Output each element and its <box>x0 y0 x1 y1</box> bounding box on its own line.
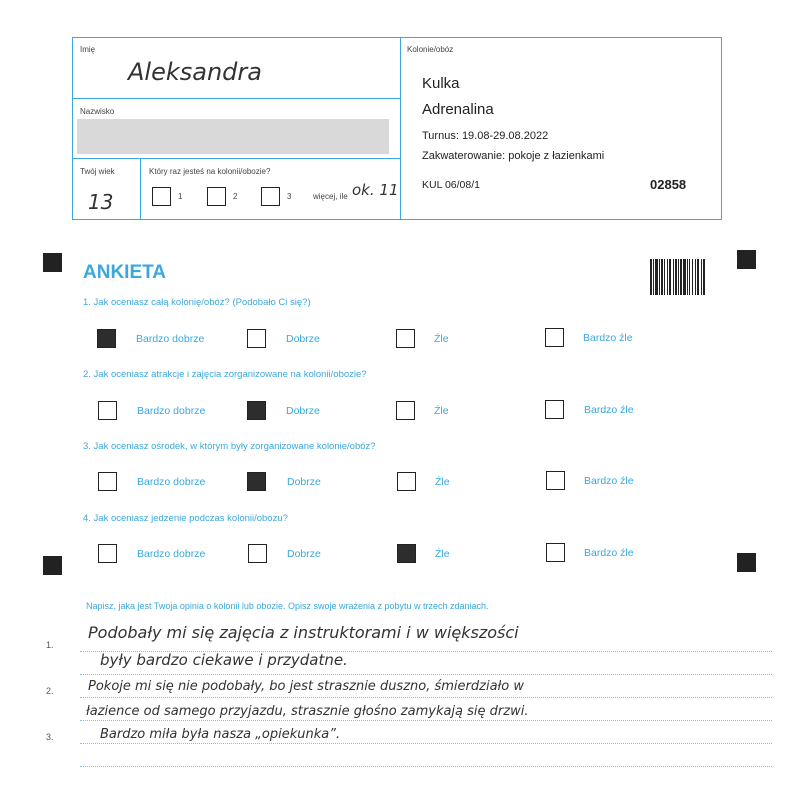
camp-code: KUL 06/08/1 <box>422 179 480 191</box>
row-divider <box>72 98 400 99</box>
option-label: Bardzo źle <box>584 404 634 416</box>
handwritten-answer[interactable]: Bardzo miła była nasza „opiekunka”. <box>100 727 341 742</box>
option-label: Bardzo źle <box>584 547 634 559</box>
visit-option-label: 1 <box>178 192 183 201</box>
handwritten-answer[interactable]: łazience od samego przyjazdu, strasznie głośno zamykają się drzwi. <box>86 704 529 719</box>
surname-redacted <box>77 119 389 154</box>
handwritten-answer[interactable]: Pokoje mi się nie podobały, bo jest strasznie duszno, śmierdziało w <box>88 679 524 694</box>
answer-line <box>80 720 772 721</box>
option-label: Bardzo dobrze <box>137 476 206 488</box>
option-label: Dobrze <box>286 405 320 417</box>
q1-option-very-good[interactable] <box>97 329 116 348</box>
option-label: Bardzo dobrze <box>137 548 206 560</box>
header-divider <box>400 37 401 220</box>
camp-name: Kulka <box>422 75 460 92</box>
form-number: 02858 <box>650 177 687 192</box>
handwritten-answer[interactable]: były bardzo ciekawe i przydatne. <box>100 651 348 669</box>
option-label: Źle <box>435 548 450 560</box>
q1-option-bad[interactable] <box>396 329 415 348</box>
option-label: Bardzo źle <box>583 332 633 344</box>
answer-line <box>80 697 772 698</box>
accommodation: Zakwaterowanie: pokoje z łazienkami <box>422 150 605 162</box>
answer-line <box>80 766 772 767</box>
cell-divider <box>140 158 141 220</box>
line-number: 2. <box>46 686 54 696</box>
q4-option-very-good[interactable] <box>98 544 117 563</box>
option-label: Dobrze <box>287 476 321 488</box>
question-4: 4. Jak oceniasz jedzenie podczas kolonii/obozu? <box>83 513 288 524</box>
visits-question: Który raz jesteś na kolonii/obozie? <box>149 167 271 176</box>
more-label: więcej, ile <box>313 192 348 201</box>
visit-checkbox-3[interactable] <box>261 187 280 206</box>
registration-marker <box>43 253 62 272</box>
option-label: Dobrze <box>286 333 320 345</box>
question-3: 3. Jak oceniasz ośrodek, w którym były zorganizowane kolonie/obóz? <box>83 441 376 452</box>
age-label: Twój wiek <box>80 167 115 176</box>
q3-option-good[interactable] <box>247 472 266 491</box>
q2-option-bad[interactable] <box>396 401 415 420</box>
row-divider <box>72 158 400 159</box>
q1-option-good[interactable] <box>247 329 266 348</box>
q3-option-bad[interactable] <box>397 472 416 491</box>
visit-checkbox-1[interactable] <box>152 187 171 206</box>
answer-line <box>80 674 772 675</box>
option-label: Bardzo dobrze <box>136 333 205 345</box>
barcode <box>650 259 706 295</box>
q4-option-good[interactable] <box>248 544 267 563</box>
q2-option-very-good[interactable] <box>98 401 117 420</box>
option-label: Źle <box>435 476 450 488</box>
camp-subtitle: Adrenalina <box>422 101 494 118</box>
registration-marker <box>737 553 756 572</box>
q3-option-very-bad[interactable] <box>546 471 565 490</box>
surname-label: Nazwisko <box>80 107 115 116</box>
line-number: 3. <box>46 732 54 742</box>
option-label: Bardzo źle <box>584 475 634 487</box>
visit-option-label: 3 <box>287 192 292 201</box>
opinion-prompt: Napisz, jaka jest Twoja opinia o kolonii lub obozie. Opisz swoje wrażenia z pobytu w trzech zdaniach. <box>86 601 489 611</box>
camp-label: Kolonie/obóz <box>407 45 454 54</box>
more-value[interactable]: ok. 11 <box>352 181 399 199</box>
visit-option-label: 2 <box>233 192 238 201</box>
line-number: 1. <box>46 640 54 650</box>
answer-line <box>80 743 772 744</box>
q3-option-very-good[interactable] <box>98 472 117 491</box>
question-1: 1. Jak oceniasz całą kolonię/obóz? (Podobało Ci się?) <box>83 297 311 308</box>
q4-option-very-bad[interactable] <box>546 543 565 562</box>
handwritten-answer[interactable]: Podobały mi się zajęcia z instruktorami i w większości <box>88 623 519 642</box>
q2-option-good[interactable] <box>247 401 266 420</box>
first-name-value[interactable]: Aleksandra <box>128 58 262 86</box>
q4-option-bad[interactable] <box>397 544 416 563</box>
registration-marker <box>43 556 62 575</box>
first-name-label: Imię <box>80 45 96 54</box>
option-label: Dobrze <box>287 548 321 560</box>
visit-checkbox-2[interactable] <box>207 187 226 206</box>
q2-option-very-bad[interactable] <box>545 400 564 419</box>
option-label: Źle <box>434 333 449 345</box>
option-label: Bardzo dobrze <box>137 405 206 417</box>
registration-marker <box>737 250 756 269</box>
survey-title: ANKIETA <box>83 262 167 283</box>
age-value[interactable]: 13 <box>88 190 114 214</box>
question-2: 2. Jak oceniasz atrakcje i zajęcia zorganizowane na kolonii/obozie? <box>83 369 367 380</box>
turnus: Turnus: 19.08-29.08.2022 <box>422 130 549 142</box>
option-label: Źle <box>434 405 449 417</box>
q1-option-very-bad[interactable] <box>545 328 564 347</box>
